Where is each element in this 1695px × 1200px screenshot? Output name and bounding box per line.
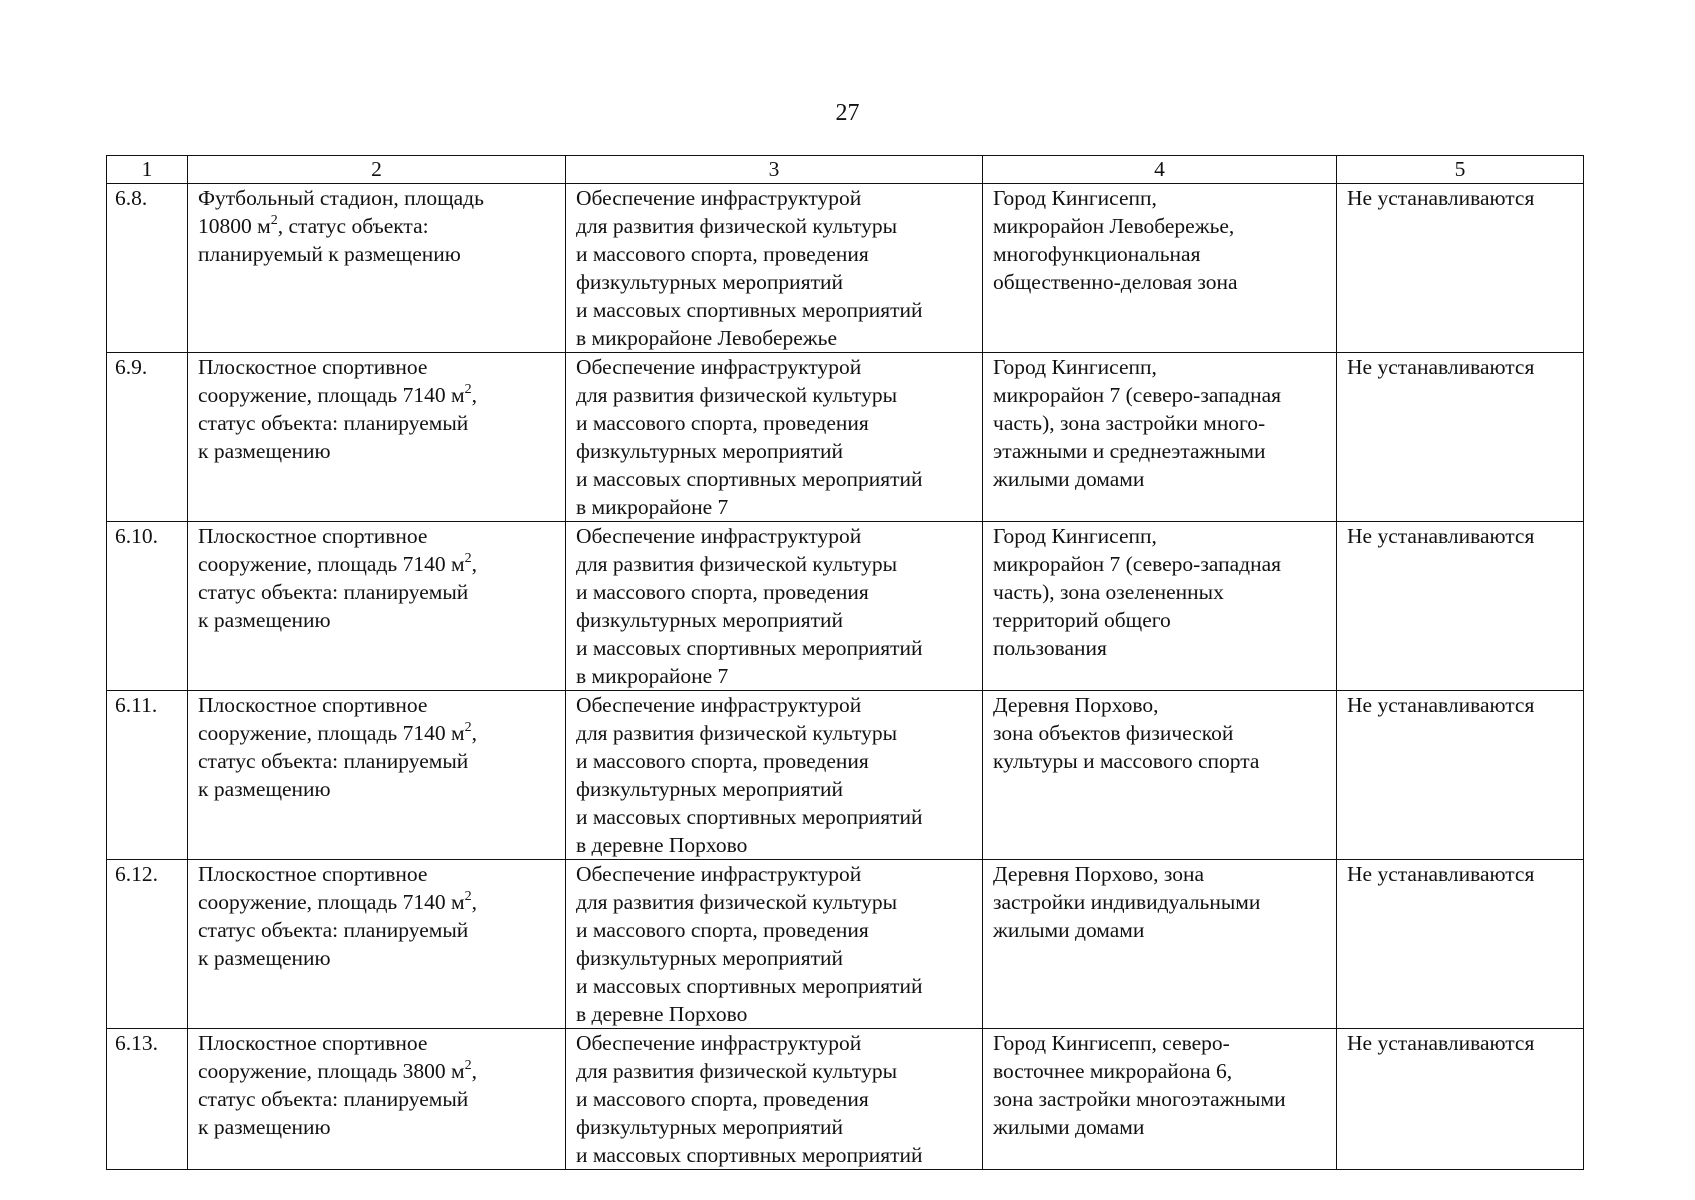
cell-text-line: этажными и среднеэтажными <box>993 439 1266 463</box>
cell-text-line: статус объекта: планируемый <box>198 1087 469 1111</box>
zone-characteristics-cell: Не устанавливаются <box>1337 691 1584 860</box>
cell-text-line: физкультурных мероприятий <box>576 777 843 801</box>
cell-text-line: и массового спорта, проведения <box>576 580 869 604</box>
zone-characteristics-cell: Не устанавливаются <box>1337 860 1584 1029</box>
zone-characteristics-cell: Не устанавливаются <box>1337 1029 1584 1170</box>
cell-text-line: Плоскостное спортивное <box>198 1031 428 1055</box>
cell-text-line: и массовых спортивных мероприятий <box>576 467 923 491</box>
cell-text-line: к размещению <box>198 1115 331 1139</box>
object-description-cell <box>188 691 566 860</box>
cell-text-line: и массового спорта, проведения <box>576 1087 869 1111</box>
location-cell <box>983 1029 1337 1170</box>
object-description-cell <box>188 353 566 522</box>
cell-text-line: и массовых спортивных мероприятий <box>576 636 923 660</box>
cell-text-line: в микрорайоне Левобережье <box>576 326 837 350</box>
object-description-cell <box>188 184 566 353</box>
location-cell <box>983 522 1337 691</box>
cell-text-line: жилыми домами <box>993 918 1145 942</box>
cell-text-line: статус объекта: планируемый <box>198 918 469 942</box>
table-header-row <box>107 156 1584 184</box>
purpose-cell <box>566 522 983 691</box>
cell-text-line: к размещению <box>198 946 331 970</box>
cell-text-line: сооружение, площадь 7140 $м^2$, <box>198 720 477 745</box>
cell-text-line: жилыми домами <box>993 467 1145 491</box>
cell-text-line: микрорайон 7 (северо-западная <box>993 552 1282 576</box>
page-number: 27 <box>835 100 860 126</box>
object-description-cell <box>188 1029 566 1170</box>
column-header: 5 <box>1337 156 1584 184</box>
cell-text-line: планируемый к размещению <box>198 242 461 266</box>
location-cell <box>983 691 1337 860</box>
cell-text-line: Плоскостное спортивное <box>198 862 428 886</box>
cell-text-line: общественно-деловая зона <box>993 270 1238 294</box>
cell-text-line: статус объекта: планируемый <box>198 580 469 604</box>
cell-text-line: к размещению <box>198 608 331 632</box>
cell-text-line: сооружение, площадь 3800 $м^2$, <box>198 1058 477 1083</box>
cell-text-line: часть), зона застройки много- <box>993 411 1266 435</box>
cell-text-line: и массового спорта, проведения <box>576 411 869 435</box>
cell-text-line: жилыми домами <box>993 1115 1145 1139</box>
cell-text-line: Город Кингисепп, северо- <box>993 1031 1230 1055</box>
cell-text-line: сооружение, площадь 7140 $м^2$, <box>198 551 477 576</box>
cell-text-line: Плоскостное спортивное <box>198 693 428 717</box>
cell-text-line: сооружение, площадь 7140 $м^2$, <box>198 889 477 914</box>
cell-text-line: статус объекта: планируемый <box>198 749 469 773</box>
cell-text-line: Футбольный стадион, площадь <box>198 186 484 210</box>
cell-text-line: и массового спорта, проведения <box>576 242 869 266</box>
cell-text-line: Обеспечение инфраструктурой <box>576 524 862 548</box>
cell-text-line: зона объектов физической <box>993 721 1234 745</box>
table-row <box>107 353 1584 522</box>
row-number-cell: 6.9. <box>107 353 188 522</box>
document-table <box>106 155 1584 1170</box>
zone-characteristics-cell: Не устанавливаются <box>1337 522 1584 691</box>
column-header: 3 <box>566 156 983 184</box>
cell-text-line: и массовых спортивных мероприятий <box>576 298 923 322</box>
row-number-cell: 6.8. <box>107 184 188 353</box>
cell-text-line: пользования <box>993 636 1107 660</box>
cell-text-line: для развития физической культуры <box>576 721 898 745</box>
table-row <box>107 860 1584 1029</box>
cell-text-line: и массовых спортивных мероприятий <box>576 1143 923 1167</box>
cell-text-line: 10800 $м^2$, статус объекта: <box>198 213 429 238</box>
cell-text-line: Город Кингисепп, <box>993 524 1157 548</box>
zone-characteristics-cell: Не устанавливаются <box>1337 353 1584 522</box>
cell-text-line: зона застройки многоэтажными <box>993 1087 1286 1111</box>
cell-text-line: микрорайон 7 (северо-западная <box>993 383 1282 407</box>
cell-text-line: Обеспечение инфраструктурой <box>576 186 862 210</box>
cell-text-line: Плоскостное спортивное <box>198 355 428 379</box>
cell-text-line: часть), зона озелененных <box>993 580 1224 604</box>
cell-text-line: Обеспечение инфраструктурой <box>576 693 862 717</box>
column-header: 2 <box>188 156 566 184</box>
column-header: 4 <box>983 156 1337 184</box>
zone-characteristics-cell: Не устанавливаются <box>1337 184 1584 353</box>
cell-text-line: Деревня Порхово, <box>993 693 1159 717</box>
purpose-cell <box>566 860 983 1029</box>
table-row <box>107 1029 1584 1170</box>
cell-text-line: сооружение, площадь 7140 $м^2$, <box>198 382 477 407</box>
cell-text-line: Обеспечение инфраструктурой <box>576 355 862 379</box>
cell-text-line: Деревня Порхово, зона <box>993 862 1205 886</box>
cell-text-line: Город Кингисепп, <box>993 186 1157 210</box>
cell-text-line: Плоскостное спортивное <box>198 524 428 548</box>
cell-text-line: Город Кингисепп, <box>993 355 1157 379</box>
cell-text-line: физкультурных мероприятий <box>576 1115 843 1139</box>
cell-text-line: в деревне Порхово <box>576 833 748 857</box>
cell-text-line: многофункциональная <box>993 242 1201 266</box>
row-number-cell: 6.13. <box>107 1029 188 1170</box>
location-cell <box>983 353 1337 522</box>
location-cell <box>983 184 1337 353</box>
cell-text-line: и массовых спортивных мероприятий <box>576 805 923 829</box>
purpose-cell <box>566 1029 983 1170</box>
row-number-cell: 6.10. <box>107 522 188 691</box>
cell-text-line: к размещению <box>198 777 331 801</box>
cell-text-line: Обеспечение инфраструктурой <box>576 1031 862 1055</box>
cell-text-line: застройки индивидуальными <box>993 890 1261 914</box>
cell-text-line: Обеспечение инфраструктурой <box>576 862 862 886</box>
cell-text-line: физкультурных мероприятий <box>576 439 843 463</box>
table-row <box>107 522 1584 691</box>
row-number-cell: 6.12. <box>107 860 188 1029</box>
cell-text-line: в микрорайоне 7 <box>576 495 729 519</box>
cell-text-line: и массовых спортивных мероприятий <box>576 974 923 998</box>
cell-text-line: и массового спорта, проведения <box>576 918 869 942</box>
object-description-cell <box>188 522 566 691</box>
cell-text-line: в микрорайоне 7 <box>576 664 729 688</box>
purpose-cell <box>566 691 983 860</box>
cell-text-line: восточнее микрорайона 6, <box>993 1059 1233 1083</box>
cell-text-line: физкультурных мероприятий <box>576 946 843 970</box>
cell-text-line: территорий общего <box>993 608 1171 632</box>
cell-text-line: для развития физической культуры <box>576 383 898 407</box>
cell-text-line: для развития физической культуры <box>576 890 898 914</box>
column-header: 1 <box>107 156 188 184</box>
object-description-cell <box>188 860 566 1029</box>
cell-text-line: для развития физической культуры <box>576 214 898 238</box>
purpose-cell <box>566 184 983 353</box>
cell-text-line: для развития физической культуры <box>576 1059 898 1083</box>
cell-text-line: к размещению <box>198 439 331 463</box>
purpose-cell <box>566 353 983 522</box>
table-body <box>107 184 1584 1170</box>
cell-text-line: физкультурных мероприятий <box>576 608 843 632</box>
table-row <box>107 691 1584 860</box>
table-row <box>107 184 1584 353</box>
cell-text-line: культуры и массового спорта <box>993 749 1260 773</box>
cell-text-line: для развития физической культуры <box>576 552 898 576</box>
cell-text-line: статус объекта: планируемый <box>198 411 469 435</box>
cell-text-line: микрорайон Левобережье, <box>993 214 1235 238</box>
row-number-cell: 6.11. <box>107 691 188 860</box>
cell-text-line: в деревне Порхово <box>576 1002 748 1026</box>
location-cell <box>983 860 1337 1029</box>
cell-text-line: физкультурных мероприятий <box>576 270 843 294</box>
cell-text-line: и массового спорта, проведения <box>576 749 869 773</box>
